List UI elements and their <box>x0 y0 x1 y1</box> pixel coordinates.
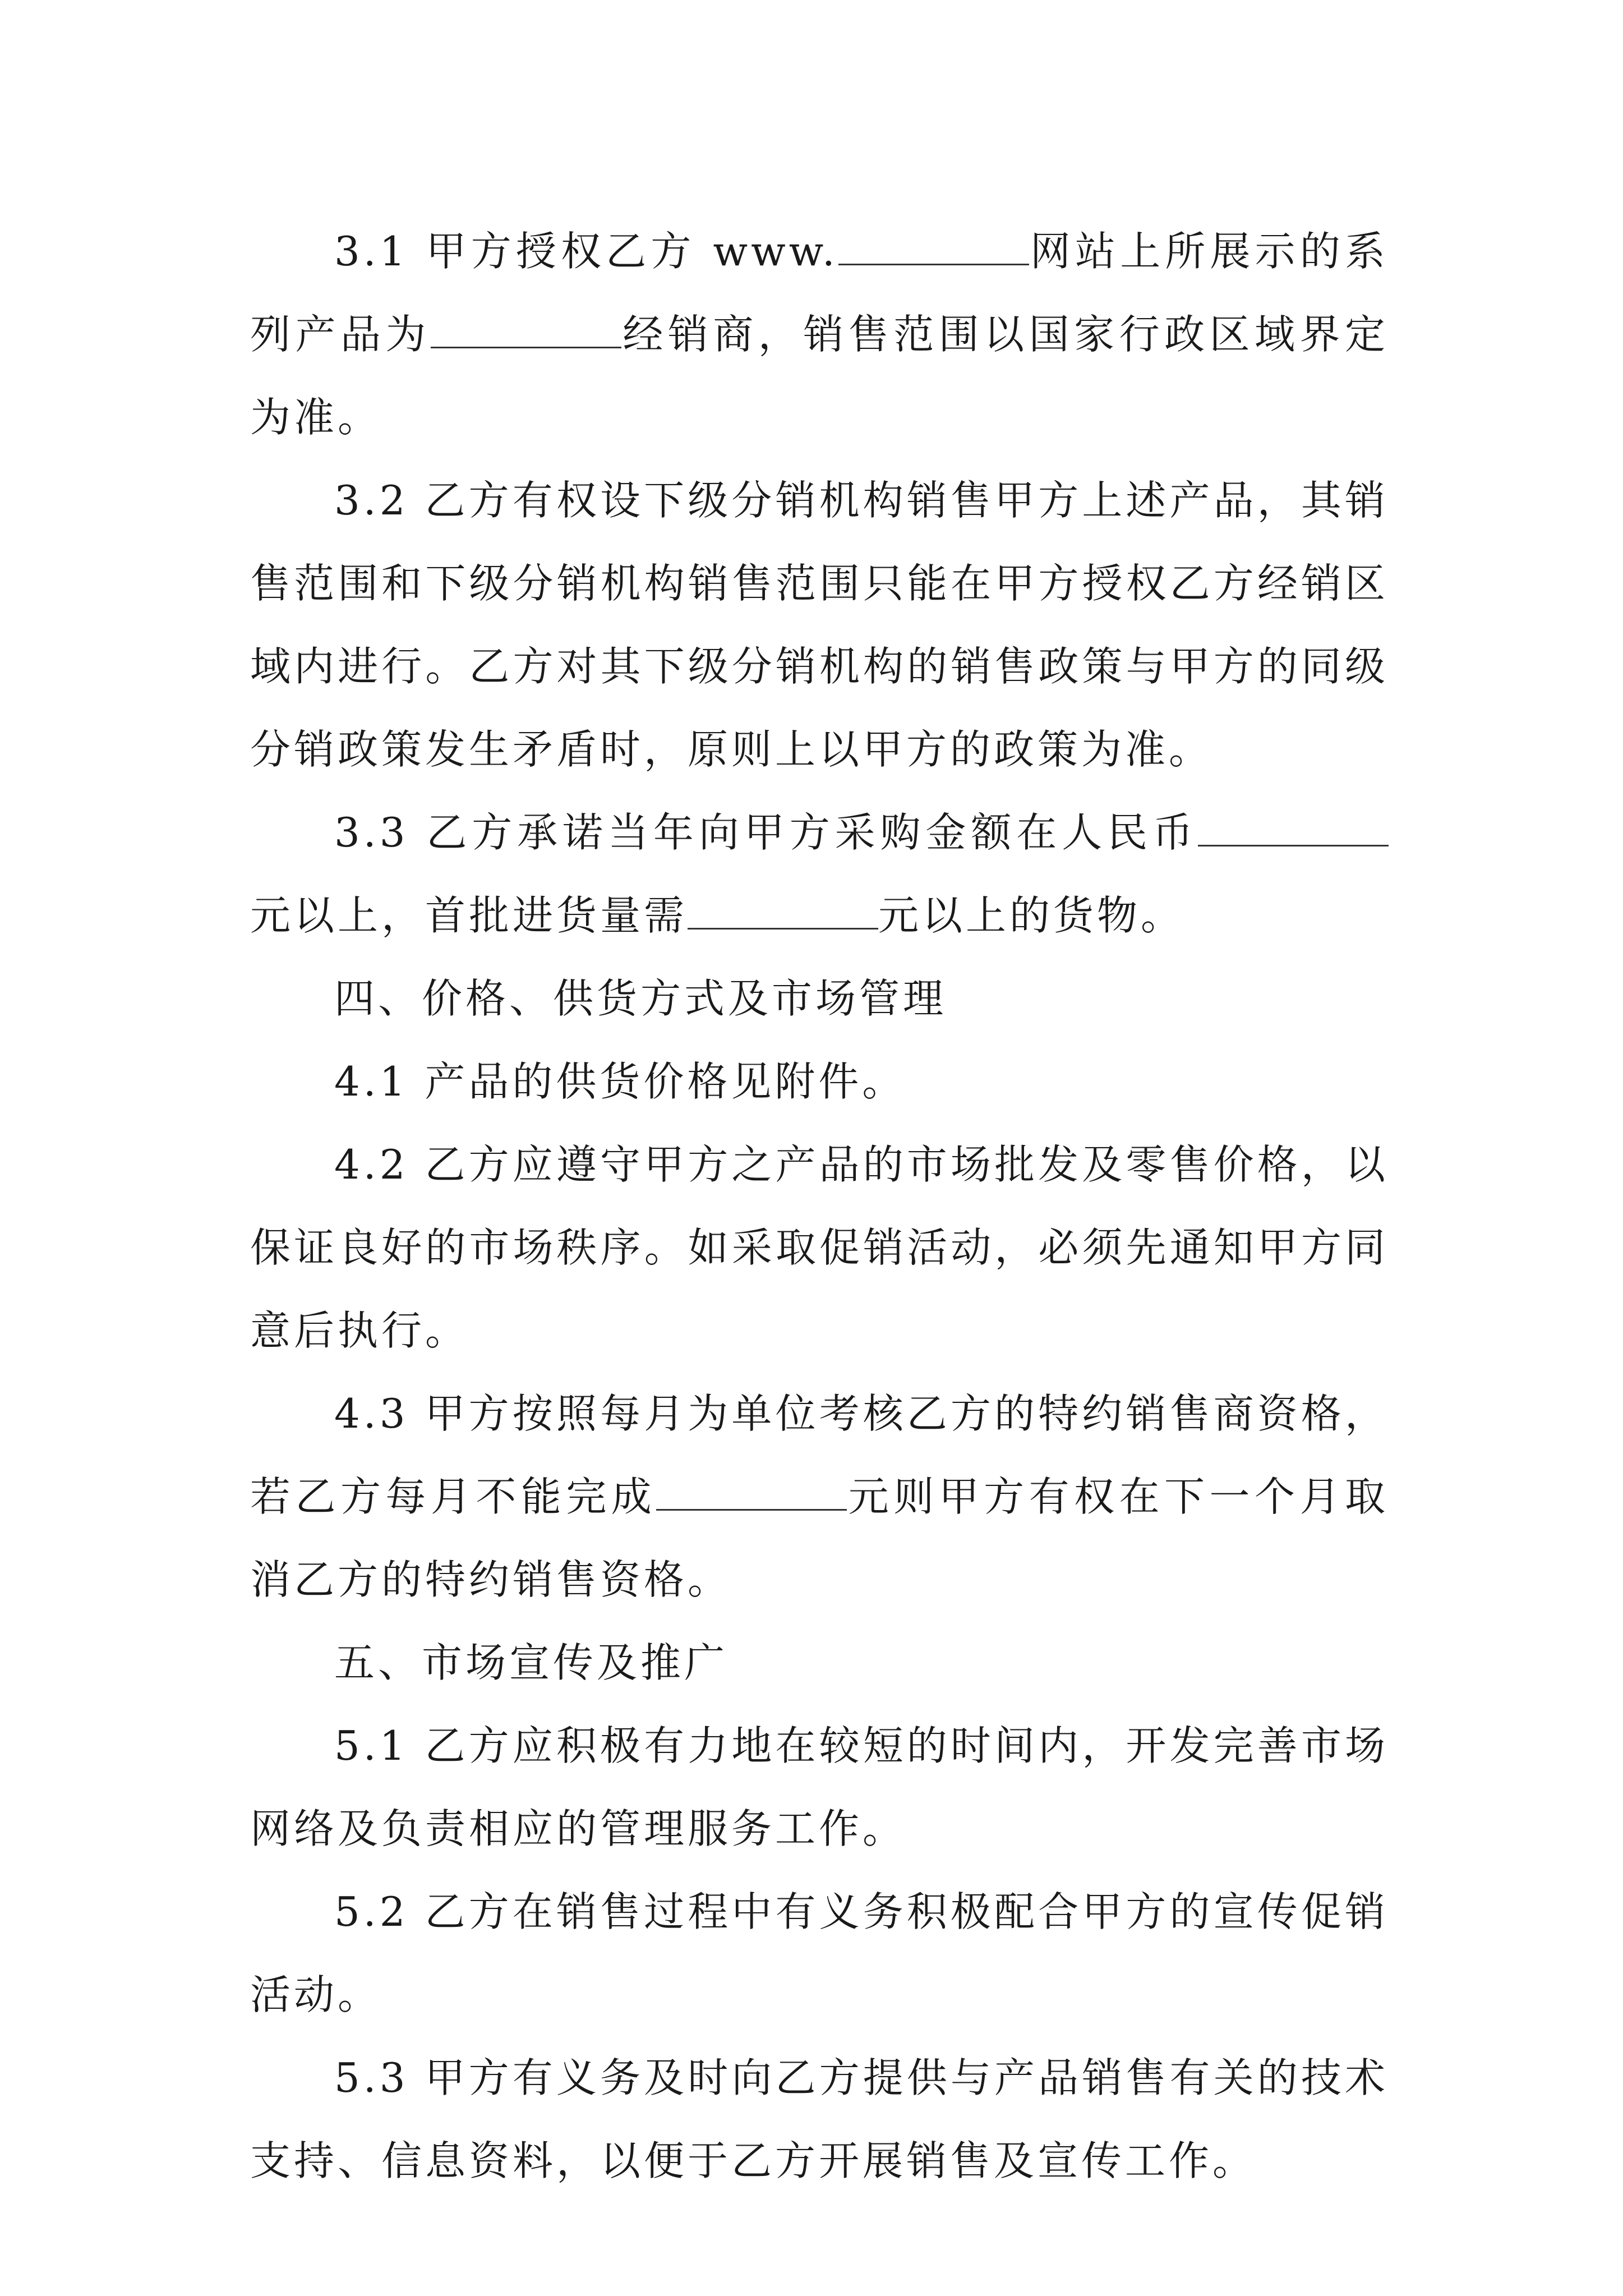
document-body <box>250 210 1389 2202</box>
clause-3-3-text-c: 元以上的货物。 <box>878 892 1185 939</box>
clause-3-3-text-a: 3.3 乙方承诺当年向甲方采购金额在人民币 <box>334 809 1198 856</box>
clause-4-3 <box>250 1372 1389 1621</box>
clause-3-1-text-c: 经销商，销售范围以国家行政区域界定为准。 <box>250 311 1389 441</box>
clause-5-1: 5.1 乙方应积极有力地在较短的时间内，开发完善市场网络及负责相应的管理服务工作。 <box>250 1722 1389 1852</box>
clause-5-3: 5.3 甲方有义务及时向乙方提供与产品销售有关的技术支持、信息资料，以便于乙方开展销售及宣传工作。 <box>250 2054 1389 2184</box>
clause-3-1 <box>250 210 1389 459</box>
blank-line <box>431 313 621 348</box>
section-heading-4: 四、价格、供货方式及市场管理 <box>334 975 947 1022</box>
blank-line <box>838 230 1029 265</box>
clause-5-2: 5.2 乙方在销售过程中有义务积极配合甲方的宣传促销活动。 <box>250 1888 1389 2018</box>
clause-3-3 <box>250 791 1389 957</box>
section-heading-5: 五、市场宣传及推广 <box>334 1639 728 1686</box>
blank-line <box>656 1475 847 1511</box>
clause-4-1: 4.1 产品的供货价格见附件。 <box>334 1058 906 1105</box>
clause-4-2: 4.2 乙方应遵守甲方之产品的市场批发及零售价格，以保证良好的市场秩序。如采取促销活动，必须先通知甲方同意后执行。 <box>250 1141 1389 1354</box>
blank-line <box>688 894 878 930</box>
clause-3-2: 3.2 乙方有权设下级分销机构销售甲方上述产品，其销售范围和下级分销机构销售范围只能在甲方授权乙方经销区域内进行。乙方对其下级分销机构的销售政策与甲方的同级分销政策发生矛盾时，原则上以甲方的政策为准。 <box>250 477 1389 773</box>
clause-3-1-text-a: 3.1 甲方授权乙方 www. <box>334 228 838 275</box>
clause-4-3-text-b: 元则甲方有权在下一个月取消乙方的特约销售资格。 <box>250 1473 1389 1603</box>
clause-3-1-text-b: 网站上所展示的系列产品为 <box>250 228 1389 358</box>
blank-line <box>1198 811 1389 846</box>
clause-4-3-text-a: 4.3 甲方按照每月为单位考核乙方的特约销售商资格，若乙方每月不能完成 <box>250 1390 1389 1520</box>
clause-3-3-text-b: 元以上，首批进货量需 <box>250 892 688 939</box>
